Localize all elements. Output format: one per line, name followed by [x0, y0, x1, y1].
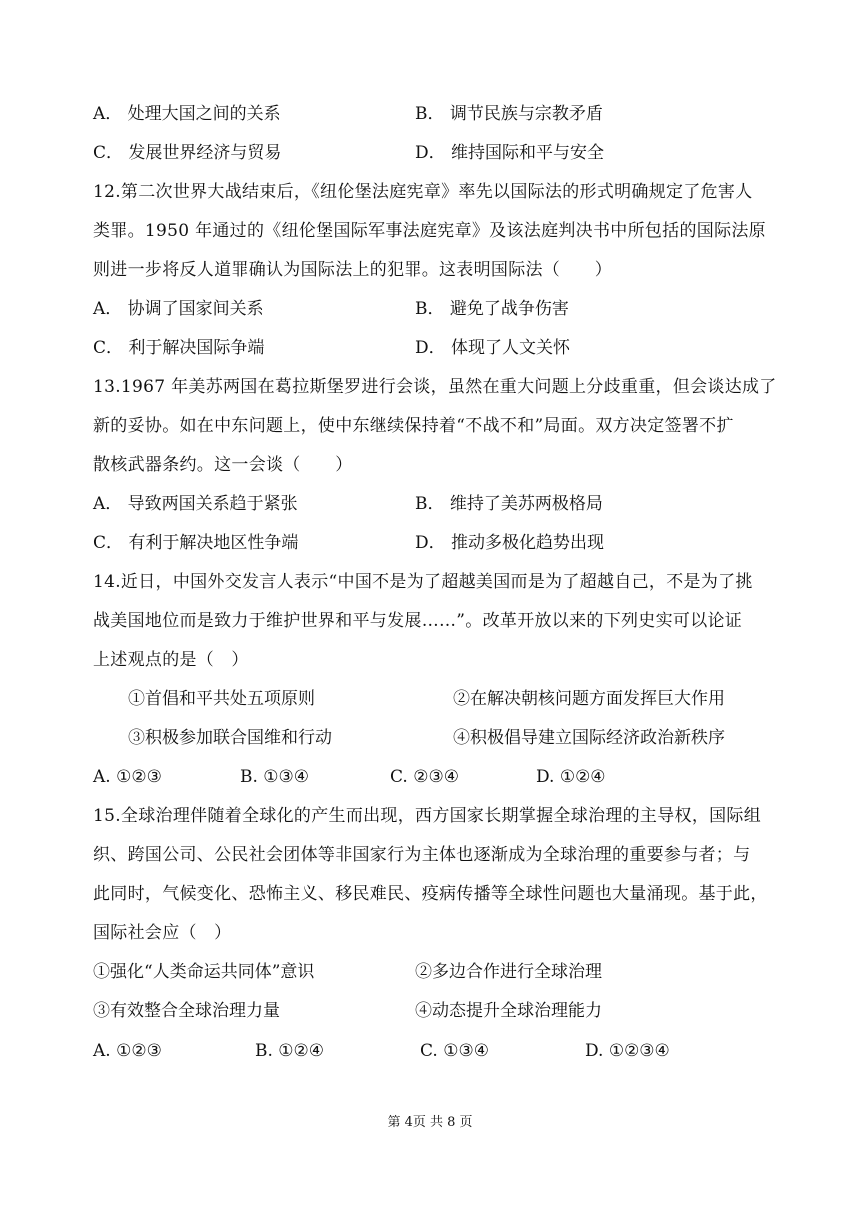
- q14-option-d: D. ①②④: [536, 767, 606, 787]
- q14-option-a: A. ①②③: [93, 767, 162, 787]
- q12-option-b: B． 避免了战争伤害: [415, 299, 569, 319]
- q13-stem-line-3: 散核武器条约。这一会谈（ ）: [93, 455, 353, 475]
- q12-option-a: A． 协调了国家间关系: [93, 299, 264, 319]
- q15-stem-line-4: 国际社会应（ ）: [93, 923, 232, 943]
- q13-option-c: C． 有利于解决地区性争端: [93, 533, 299, 553]
- q13-stem-line-1: 13.1967 年美苏两国在葛拉斯堡罗进行会谈，虽然在重大问题上分歧重重，但会谈达成了: [93, 377, 777, 397]
- q14-option-c: C. ②③④: [390, 767, 459, 787]
- q15-option-c: C. ①③④: [420, 1041, 489, 1061]
- q11-option-a: A． 处理大国之间的关系: [93, 104, 281, 124]
- q13-option-a: A． 导致两国关系趋于紧张: [93, 494, 298, 514]
- q14-stem-line-1: 14.近日，中国外交发言人表示“中国不是为了超越美国而是为了超越自己，不是为了挑: [93, 572, 753, 592]
- q15-item-1: ①强化“人类命运共同体”意识: [93, 962, 315, 982]
- q13-stem-line-2: 新的妥协。如在中东问题上，使中东继续保持着“不战不和”局面。双方决定签署不扩: [93, 416, 734, 436]
- q14-stem-line-3: 上述观点的是（ ）: [93, 650, 249, 670]
- q15-stem-line-3: 此同时，气候变化、恐怖主义、移民难民、疫病传播等全球性问题也大量涌现。基于此，: [93, 884, 768, 904]
- q14-item-1: ①首倡和平共处五项原则: [128, 689, 315, 709]
- q15-option-b: B. ①②④: [255, 1041, 325, 1061]
- q15-stem-line-1: 15.全球治理伴随着全球化的产生而出现，西方国家长期掌握全球治理的主导权，国际组: [93, 806, 762, 826]
- q11-option-d: D． 维持国际和平与安全: [415, 143, 605, 163]
- q15-item-4: ④动态提升全球治理能力: [415, 1001, 602, 1021]
- q14-stem-line-2: 战美国地位而是致力于维护世界和平与发展……”。改革开放以来的下列史实可以论证: [93, 611, 743, 631]
- q14-item-4: ④积极倡导建立国际经济政治新秩序: [453, 728, 725, 748]
- q11-option-b: B． 调节民族与宗教矛盾: [415, 104, 603, 124]
- q15-stem-line-2: 织、跨国公司、公民社会团体等非国家行为主体也逐渐成为全球治理的重要参与者；与: [93, 845, 751, 865]
- q14-option-b: B. ①③④: [240, 767, 310, 787]
- q12-option-c: C． 利于解决国际争端: [93, 338, 265, 358]
- q15-item-2: ②多边合作进行全球治理: [415, 962, 602, 982]
- q12-stem-line-2: 类罪。1950 年通过的《纽伦堡国际军事法庭宪章》及该法庭判决书中所包括的国际法原: [93, 221, 766, 241]
- q12-stem-line-3: 则进一步将反人道罪确认为国际法上的犯罪。这表明国际法（ ）: [93, 260, 612, 280]
- q12-stem-line-1: 12.第二次世界大战结束后，《纽伦堡法庭宪章》率先以国际法的形式明确规定了危害人: [93, 182, 753, 202]
- q13-option-b: B． 维持了美苏两极格局: [415, 494, 603, 514]
- q15-option-d: D. ①②③④: [585, 1041, 670, 1061]
- q11-option-c: C． 发展世界经济与贸易: [93, 143, 282, 163]
- page-footer: 第 4页 共 8 页: [387, 1115, 473, 1130]
- q15-option-a: A. ①②③: [93, 1041, 162, 1061]
- q13-option-d: D． 推动多极化趋势出现: [415, 533, 605, 553]
- q14-item-2: ②在解决朝核问题方面发挥巨大作用: [453, 689, 725, 709]
- q15-item-3: ③有效整合全球治理力量: [93, 1001, 280, 1021]
- q14-item-3: ③积极参加联合国维和行动: [128, 728, 332, 748]
- q12-option-d: D． 体现了人文关怀: [415, 338, 571, 358]
